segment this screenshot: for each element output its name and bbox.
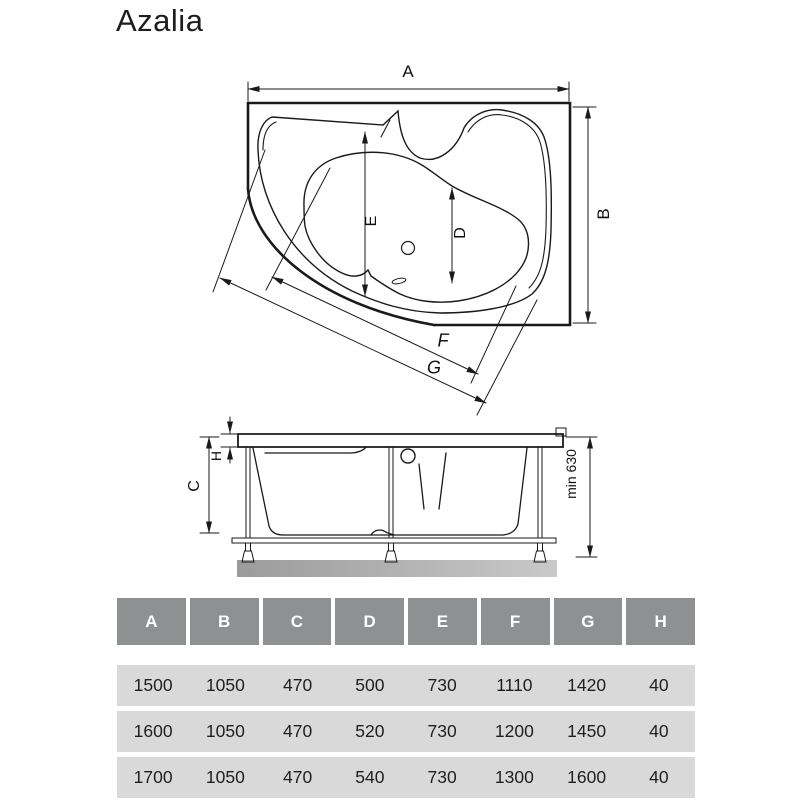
col-header-a: A — [117, 598, 186, 645]
table-header-row — [117, 598, 695, 645]
dimensions-table — [117, 598, 695, 800]
side-view-drawing — [200, 417, 597, 577]
cell: 730 — [427, 767, 457, 787]
cell: 1700 — [133, 767, 173, 787]
tub-basin — [304, 152, 529, 302]
dim-label-d: D — [452, 227, 469, 239]
cell: 1600 — [567, 767, 607, 787]
col-header-f: F — [481, 598, 550, 645]
cell: 520 — [355, 721, 385, 741]
support-frame — [232, 428, 566, 562]
col-header-e: E — [408, 598, 477, 645]
cell: 1600 — [133, 721, 173, 741]
drain-mark — [402, 242, 415, 255]
side-view-dimensions — [200, 417, 597, 557]
top-view-drawing — [213, 82, 596, 415]
col-header-d: D — [335, 598, 404, 645]
dim-label-b: B — [594, 208, 613, 220]
top-view-dimensions — [213, 82, 596, 415]
adjustable-feet — [242, 543, 546, 562]
cell: 1420 — [567, 675, 607, 695]
cell: 500 — [355, 675, 385, 695]
cell: 540 — [355, 767, 385, 787]
dim-label-h: H — [208, 450, 224, 462]
dim-label-min-630: min 630 — [563, 449, 579, 499]
page-title: Azalia — [116, 3, 204, 38]
cell: 470 — [283, 675, 313, 695]
cell: 1200 — [494, 721, 534, 741]
cell: 730 — [427, 675, 457, 695]
table-row — [117, 757, 695, 798]
cell: 40 — [649, 721, 669, 741]
tub-profile — [253, 447, 527, 535]
table-row — [117, 665, 695, 706]
dim-label-a: A — [402, 62, 414, 81]
cell: 1450 — [567, 721, 607, 741]
rim-bar — [238, 434, 563, 447]
cell: 1050 — [205, 721, 245, 741]
col-header-c: C — [263, 598, 332, 645]
table-row — [117, 711, 695, 752]
dim-label-e: E — [363, 215, 380, 227]
cell: 40 — [649, 767, 669, 787]
floor — [237, 560, 557, 577]
cell: 470 — [283, 767, 313, 787]
col-header-h: H — [626, 598, 695, 645]
dim-label-g: G — [426, 357, 442, 378]
cell: 730 — [427, 721, 457, 741]
dim-label-c: C — [186, 480, 203, 492]
cell: 1050 — [205, 767, 245, 787]
jet-mark — [392, 277, 407, 285]
dim-label-f: F — [437, 330, 449, 351]
tub-outer-boundary — [248, 103, 570, 325]
cell: 1300 — [494, 767, 534, 787]
col-header-g: G — [554, 598, 623, 645]
cell: 1050 — [205, 675, 245, 695]
cell: 1500 — [133, 675, 173, 695]
cell: 40 — [649, 675, 669, 695]
overflow-mark — [401, 449, 415, 463]
cell: 1110 — [496, 675, 533, 695]
cell: 470 — [283, 721, 313, 741]
col-header-b: B — [190, 598, 259, 645]
